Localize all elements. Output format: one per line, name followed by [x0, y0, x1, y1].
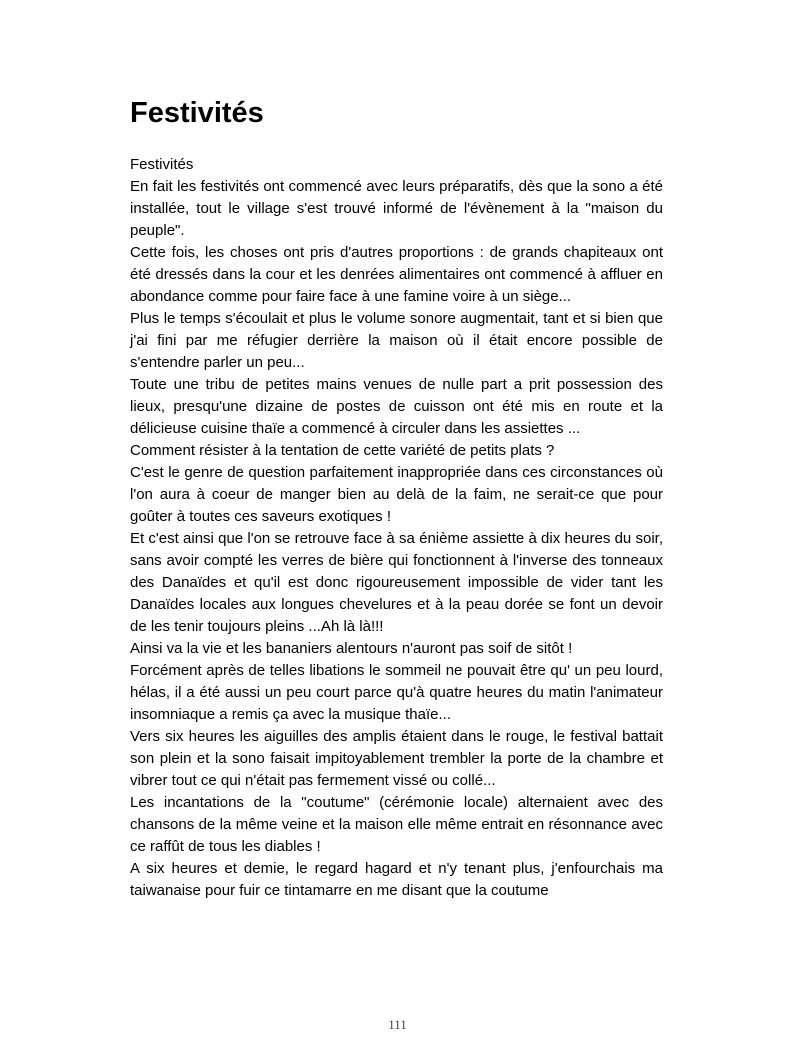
- paragraph: Plus le temps s'écoulait et plus le volume sonore augmentait, tant et si bien que j'ai fini par me réfugier derrière la maison où il était encore possible de s'entendre parler un peu...: [130, 310, 663, 371]
- page-number: 111: [388, 1017, 407, 1032]
- paragraph: C'est le genre de question parfaitement inappropriée dans ces circonstances où l'on aura à coeur de manger bien au delà de la faim, ne serait-ce que pour goûter à toutes ces saveurs exotiques !: [130, 464, 663, 525]
- paragraph: Et c'est ainsi que l'on se retrouve face à sa énième assiette à dix heures du soir, sans avoir compté les verres de bière qui fonctionnent à l'inverse des tonneaux des Danaïdes et qu'il est donc rigoureusement impossible de vider tant les Danaïdes locales aux longues chevelures et à la peau dorée se font un devoir de les tenir toujours pleins ...Ah là là!!!: [130, 530, 663, 635]
- paragraph: Festivités: [130, 156, 194, 173]
- paragraph: A six heures et demie, le regard hagard et n'y tenant plus, j'enfourchais ma taiwanaise pour fuir ce tintamarre en me disant que la coutume: [130, 860, 663, 899]
- paragraph: Comment résister à la tentation de cette variété de petits plats ?: [130, 442, 555, 459]
- paragraph: Vers six heures les aiguilles des amplis étaient dans le rouge, le festival battait son plein et la sono faisait impitoyablement trembler la porte de la chambre et vibrer tout ce qui n'était pas fermement vissé ou collé...: [130, 728, 663, 789]
- paragraph: Ainsi va la vie et les bananiers alentours n'auront pas soif de sitôt !: [130, 640, 573, 657]
- document-body: [130, 154, 663, 902]
- paragraph: Cette fois, les choses ont pris d'autres proportions : de grands chapiteaux ont été dressés dans la cour et les denrées alimentaires ont commencé à affluer en abondance comme pour faire face à une famine voire à un siège...: [130, 244, 663, 305]
- paragraph: En fait les festivités ont commencé avec leurs préparatifs, dès que la sono a été installée, tout le village s'est trouvé informé de l'évènement à la "maison du peuple".: [130, 178, 663, 239]
- paragraph: Les incantations de la "coutume" (cérémonie locale) alternaient avec des chansons de la même veine et la maison elle même entrait en résonnance avec ce raffût de tous les diables !: [130, 794, 663, 855]
- page-title: Festivités: [130, 97, 264, 129]
- paragraph: Toute une tribu de petites mains venues de nulle part a prit possession des lieux, presqu'une dizaine de postes de cuisson ont été mis en route et la délicieuse cuisine thaïe a commencé à circuler dans les assiettes ...: [130, 376, 663, 437]
- paragraph: Forcément après de telles libations le sommeil ne pouvait être qu' un peu lourd, hélas, il a été aussi un peu court parce qu'à quatre heures du matin l'animateur insomniaque a remis ça avec la musique thaïe...: [130, 662, 663, 723]
